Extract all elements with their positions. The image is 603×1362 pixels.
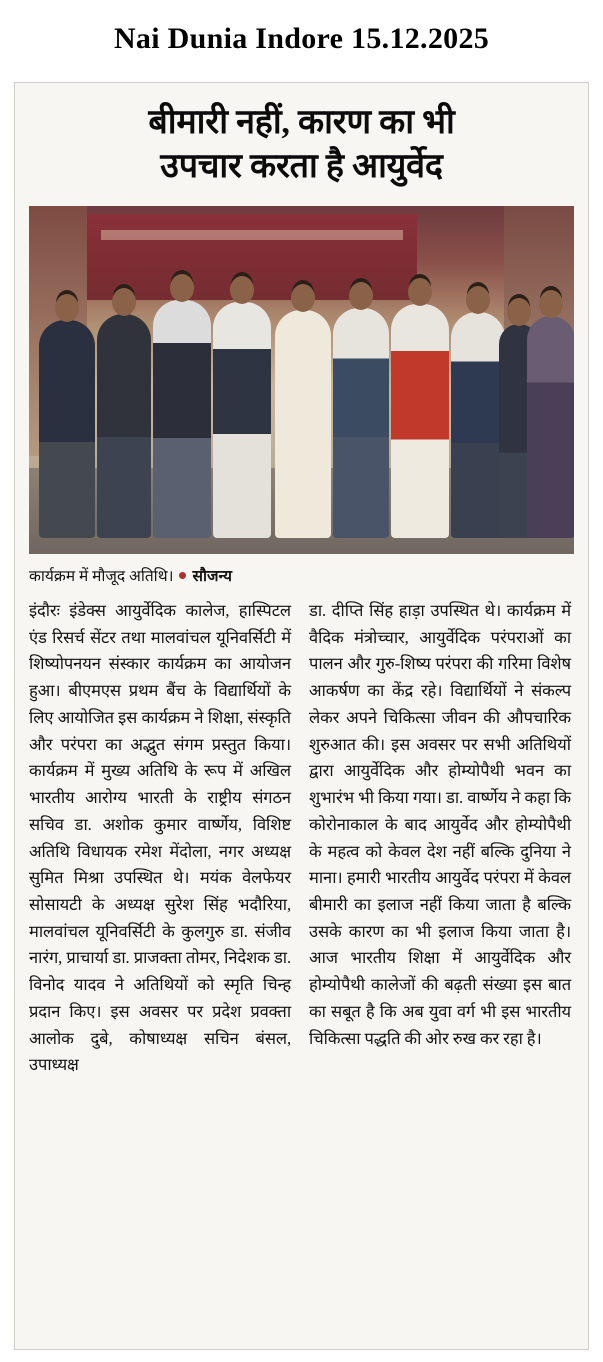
photo-person bbox=[391, 304, 449, 538]
photo-person-head bbox=[170, 274, 194, 302]
page-title: Nai Dunia Indore 15.12.2025 bbox=[113, 22, 490, 55]
article-photo bbox=[29, 206, 574, 554]
bullet-icon bbox=[179, 572, 186, 579]
photo-caption bbox=[29, 564, 574, 586]
article-paragraph: डा. दीप्ति सिंह हाड़ा उपस्थित थे। कार्यक्रम में वैदिक मंत्रोच्चार, आयुर्वेदिक परंपराओं का पालन और गुरु-शिष्य परंपरा की गरिमा विशेष आकर्षण का केंद्र रहे। विद्यार्थियों ने संकल्प लेकर अपने चिकित्सा जीवन की औपचारिक शुरुआत की। इस अवसर पर सभी अतिथियों द्वारा आयुर्वेदिक और होम्योपैथी भवन का शुभारंभ भी किया गया। डा. वार्ष्णेय ने कहा कि कोरोनाकाल के बाद आयुर्वेद और होम्योपैथी के महत्व को केवल देश नहीं बल्कि दुनिया ने माना। हमारी भारतीय आयुर्वेद परंपरा में केवल बीमारी का इलाज नहीं किया जाता है बल्कि उसके कारण का भी इलाज किया जाता है। आज भारतीय शिक्षा में आयुर्वेदिक और होम्योपैथी कालेजों की बढ़ती संख्या इस बात का सबूत है कि अब युवा वर्ग भी इस भारतीय चिकित्सा पद्धति की ओर रुख कर रहा है। bbox=[309, 601, 571, 1048]
photo-person bbox=[97, 314, 151, 538]
caption-source: सौजन्य bbox=[192, 568, 233, 586]
caption-text: कार्यक्रम में मौजूद अतिथि। bbox=[29, 568, 174, 586]
headline-line-2: उपचार करता है आयुर्वेद bbox=[160, 147, 443, 185]
photo-person bbox=[333, 308, 389, 538]
photo-person-head bbox=[507, 298, 531, 326]
article-body bbox=[29, 598, 574, 1079]
article-column-left bbox=[29, 598, 291, 1079]
article-clipping bbox=[14, 82, 589, 1350]
photo-person bbox=[213, 302, 271, 538]
headline-line-1: बीमारी नहीं, कारण का भी bbox=[148, 104, 455, 141]
photo-person-head bbox=[291, 284, 315, 312]
article-headline bbox=[15, 83, 588, 194]
photo-person-head bbox=[230, 276, 254, 304]
photo-person-head bbox=[55, 294, 79, 322]
photo-person bbox=[451, 312, 505, 538]
photo-person-head bbox=[112, 288, 136, 316]
photo-person bbox=[527, 316, 574, 538]
article-column-right bbox=[309, 598, 571, 1079]
photo-person-head bbox=[466, 286, 490, 314]
photo-person-head bbox=[349, 282, 373, 310]
photo-person bbox=[153, 300, 211, 538]
article-paragraph: इंदौरः इंडेक्स आयुर्वेदिक कालेज, हास्पिटल एंड रिसर्च सेंटर तथा मालवांचल यूनिवर्सिटी में शिष्योपनयन संस्कार कार्यक्रम का आयोजन हुआ। बीएमएस प्रथम बैंच के विद्यार्थियों के लिए आयोजित इस कार्यक्रम ने शिक्षा, संस्कृति और परंपरा का अद्भुत संगम प्रस्तुत किया। कार्यक्रम में मुख्य अतिथि के रूप में अखिल भारतीय आरोग्य भारती के राष्ट्रीय संगठन सचिव डा. अशोक कुमार वार्ष्णेय, विशिष्ट अतिथि विधायक रमेश मेंदोला, नगर अध्यक्ष सुमित मिश्रा उपस्थित थे। मयंक वेलफेयर सोसायटी के अध्यक्ष सुरेश सिंह भदौरिया, मालवांचल यूनिवर्सिटी के कुलगुरु डा. संजीव नारंग, प्राचार्या डा. प्राजक्ता तोमर, निदेशक डा. विनोद यादव ने अतिथियों को स्मृति चिन्ह प्रदान किए। इस अवसर पर प्रदेश प्रवक्ता आलोक दुबे, कोषाध्यक्ष सचिन बंसल, उपाध्यक्ष bbox=[29, 601, 291, 1075]
photo-person-head bbox=[408, 278, 432, 306]
photo-person bbox=[39, 320, 95, 538]
photo-person-head bbox=[539, 290, 563, 318]
photo-person bbox=[275, 310, 331, 538]
